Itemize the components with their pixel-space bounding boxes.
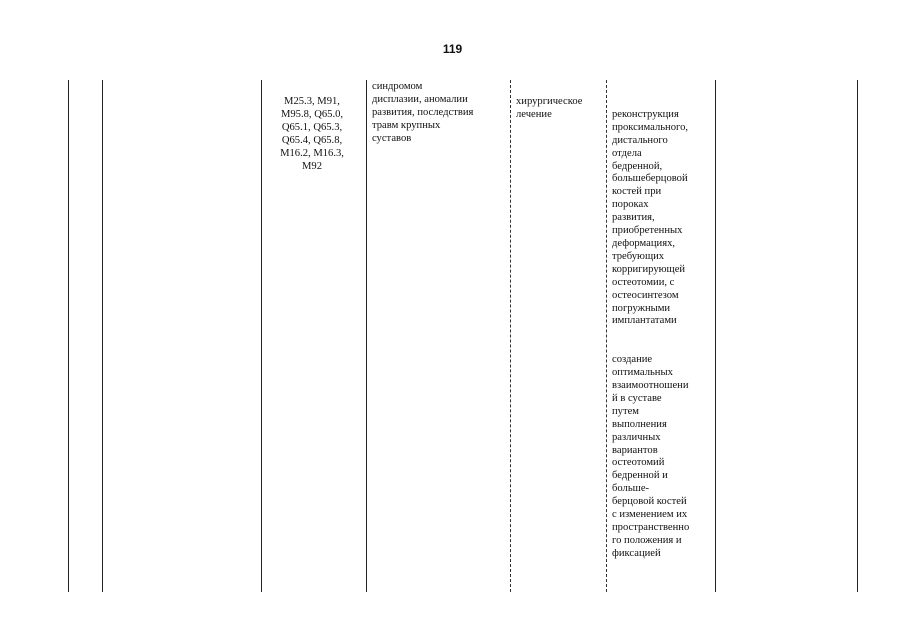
diagnosis-codes-cell: M25.3, M91, M95.8, Q65.0, Q65.1, Q65.3, Q65.4, Q65.8, M16.2, M16.3, M92 xyxy=(280,96,344,172)
column-border xyxy=(715,80,716,592)
column-border xyxy=(102,80,103,592)
column-border xyxy=(857,80,858,592)
treatment-method-1: реконструкция проксимального, дистального отдела бедренной, большеберцовой костей при пороках развития, приобретенных деформациях, требующих корригирующей остеотомии, с остеосинтезом погружными имплантатами xyxy=(612,108,689,327)
treatment-method-2: создание оптимальных взаимоотношени й в суставе путем выполнения различных вариантов остеотомий бедренной и больше- берцовой костей с изменением их пространственно го положения и фиксацией xyxy=(612,354,690,559)
column-border xyxy=(606,80,607,592)
method-separator xyxy=(612,328,714,341)
treatment-type-cell: хирургическое лечение xyxy=(516,96,583,120)
treatment-method-cell xyxy=(612,96,714,561)
column-border xyxy=(68,80,69,592)
column-border xyxy=(261,80,262,592)
column-border xyxy=(510,80,511,592)
column-border xyxy=(366,80,367,592)
patient-model-cell: синдромом дисплазии, аномалии развития, последствия травм крупных суставов xyxy=(372,81,474,144)
page-number: 119 xyxy=(442,42,463,56)
